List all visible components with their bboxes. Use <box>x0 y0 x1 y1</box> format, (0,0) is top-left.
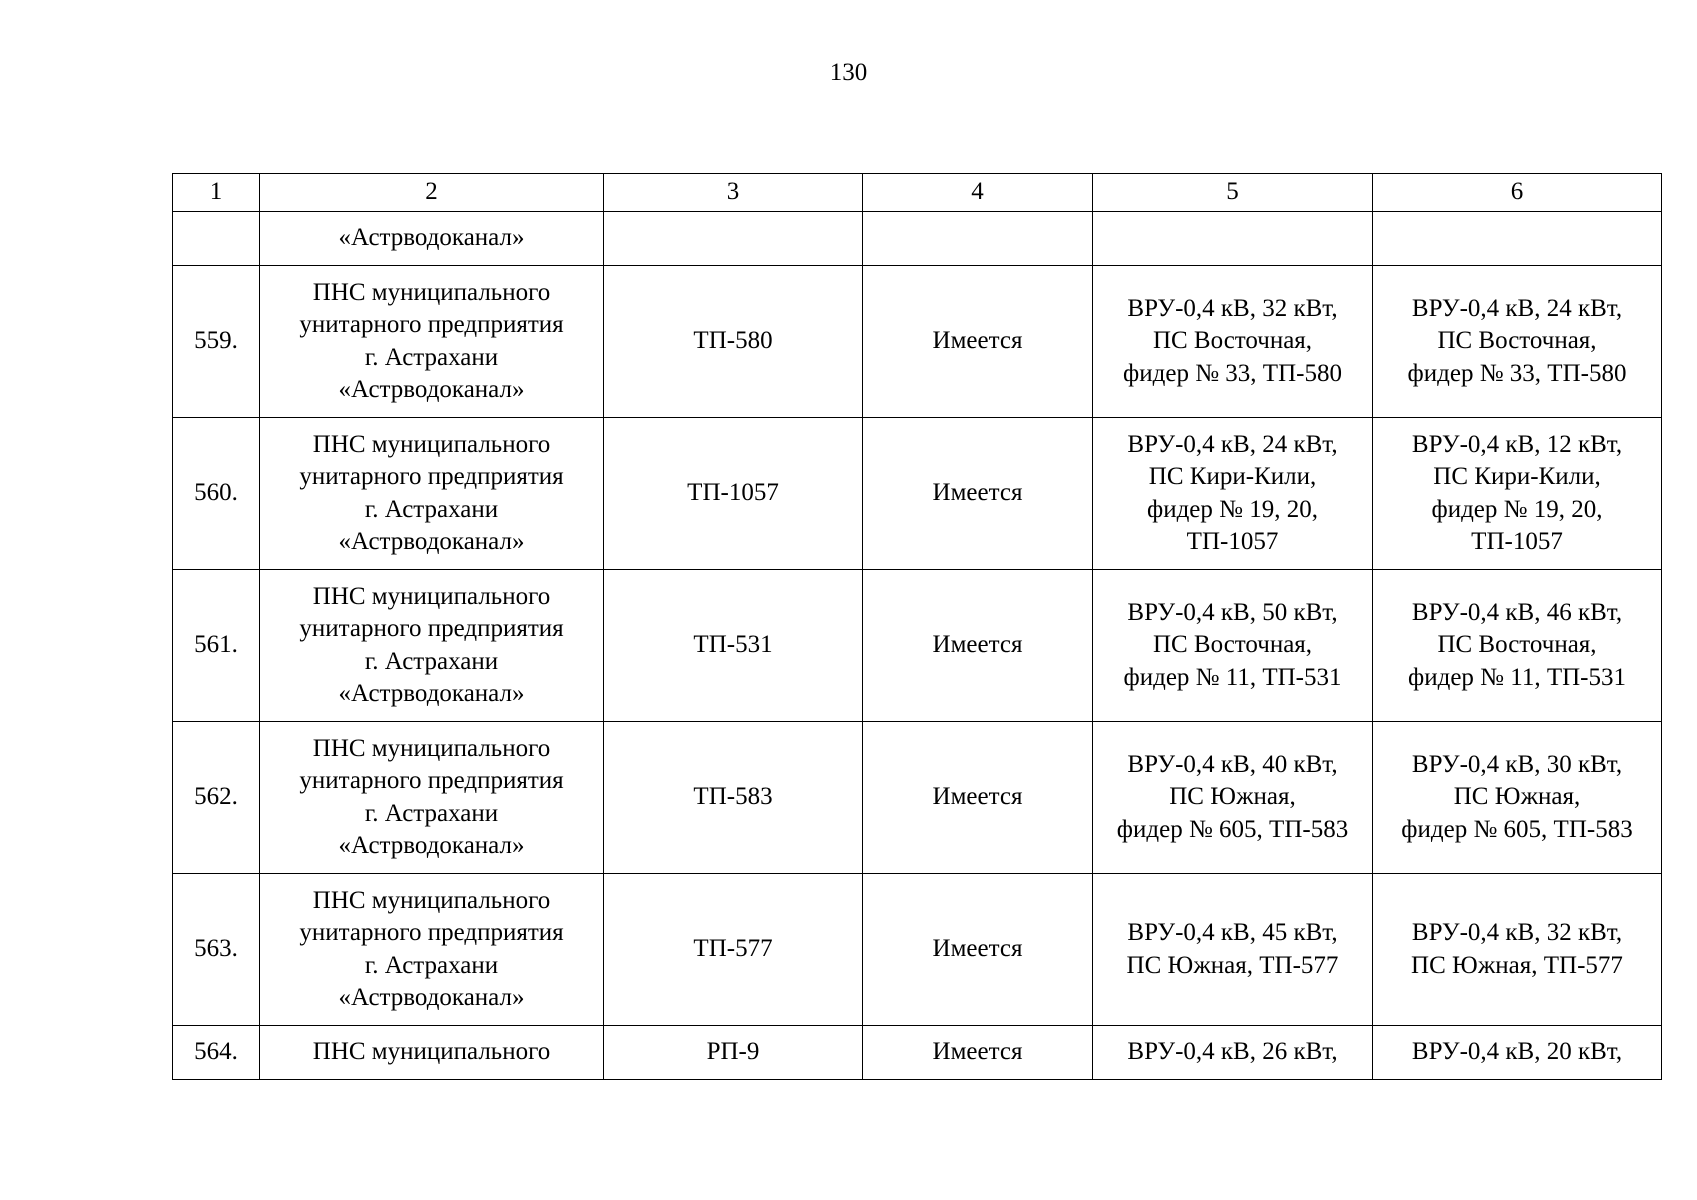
availability-cell: Имеется <box>863 874 1093 1026</box>
permitted-power-cell: ВРУ-0,4 кВ, 30 кВт, ПС Южная, фидер № 605, ТП-583 <box>1373 722 1662 874</box>
page-number: 130 <box>829 59 868 86</box>
permitted-power-cell: ВРУ-0,4 кВ, 46 кВт, ПС Восточная, фидер № 11, ТП-531 <box>1373 570 1662 722</box>
source-cell: ТП-583 <box>604 722 863 874</box>
availability-cell: Имеется <box>863 570 1093 722</box>
max-power-cell: ВРУ-0,4 кВ, 50 кВт, ПС Восточная, фидер № 11, ТП-531 <box>1093 570 1373 722</box>
permitted-power-cell <box>1373 212 1662 266</box>
source-cell <box>604 212 863 266</box>
row-number-cell: 561. <box>173 570 260 722</box>
table-row <box>173 570 1662 722</box>
row-number-cell: 559. <box>173 266 260 418</box>
table-row <box>173 1026 1662 1080</box>
continuation-row <box>173 212 1662 266</box>
availability-cell: Имеется <box>863 1026 1093 1080</box>
permitted-power-cell: ВРУ-0,4 кВ, 20 кВт, <box>1373 1026 1662 1080</box>
object-name-cell: ПНС муниципального унитарного предприятия г. Астрахани «Астрводоканал» <box>260 570 604 722</box>
max-power-cell: ВРУ-0,4 кВ, 45 кВт, ПС Южная, ТП-577 <box>1093 874 1373 1026</box>
row-number-cell: 562. <box>173 722 260 874</box>
object-name-cell: ПНС муниципального унитарного предприятия г. Астрахани «Астрводоканал» <box>260 722 604 874</box>
table-row <box>173 418 1662 570</box>
source-cell: ТП-577 <box>604 874 863 1026</box>
permitted-power-cell: ВРУ-0,4 кВ, 32 кВт, ПС Южная, ТП-577 <box>1373 874 1662 1026</box>
availability-cell: Имеется <box>863 722 1093 874</box>
row-number-cell <box>173 212 260 266</box>
source-cell: РП-9 <box>604 1026 863 1080</box>
row-number-cell: 560. <box>173 418 260 570</box>
source-cell: ТП-580 <box>604 266 863 418</box>
source-cell: ТП-1057 <box>604 418 863 570</box>
object-name-cell: «Астрводоканал» <box>260 212 604 266</box>
max-power-cell: ВРУ-0,4 кВ, 24 кВт, ПС Кири-Кили, фидер № 19, 20, ТП-1057 <box>1093 418 1373 570</box>
table-row <box>173 722 1662 874</box>
table-row <box>173 266 1662 418</box>
permitted-power-cell: ВРУ-0,4 кВ, 24 кВт, ПС Восточная, фидер № 33, ТП-580 <box>1373 266 1662 418</box>
max-power-cell: ВРУ-0,4 кВ, 26 кВт, <box>1093 1026 1373 1080</box>
source-cell: ТП-531 <box>604 570 863 722</box>
max-power-cell: ВРУ-0,4 кВ, 40 кВт, ПС Южная, фидер № 605, ТП-583 <box>1093 722 1373 874</box>
object-name-cell: ПНС муниципального унитарного предприятия г. Астрахани «Астрводоканал» <box>260 418 604 570</box>
object-name-cell: ПНС муниципального <box>260 1026 604 1080</box>
availability-cell <box>863 212 1093 266</box>
permitted-power-cell: ВРУ-0,4 кВ, 12 кВт, ПС Кири-Кили, фидер № 19, 20, ТП-1057 <box>1373 418 1662 570</box>
table-row <box>173 874 1662 1026</box>
column-number-cell: 5 <box>1093 174 1373 212</box>
row-number-cell: 564. <box>173 1026 260 1080</box>
availability-cell: Имеется <box>863 418 1093 570</box>
column-number-cell: 4 <box>863 174 1093 212</box>
max-power-cell <box>1093 212 1373 266</box>
column-numbers-row <box>173 174 1662 212</box>
column-number-cell: 2 <box>260 174 604 212</box>
max-power-cell: ВРУ-0,4 кВ, 32 кВт, ПС Восточная, фидер № 33, ТП-580 <box>1093 266 1373 418</box>
power-supply-table <box>172 173 1662 1080</box>
availability-cell: Имеется <box>863 266 1093 418</box>
column-number-cell: 6 <box>1373 174 1662 212</box>
object-name-cell: ПНС муниципального унитарного предприятия г. Астрахани «Астрводоканал» <box>260 874 604 1026</box>
object-name-cell: ПНС муниципального унитарного предприятия г. Астрахани «Астрводоканал» <box>260 266 604 418</box>
row-number-cell: 563. <box>173 874 260 1026</box>
column-number-cell: 3 <box>604 174 863 212</box>
column-number-cell: 1 <box>173 174 260 212</box>
